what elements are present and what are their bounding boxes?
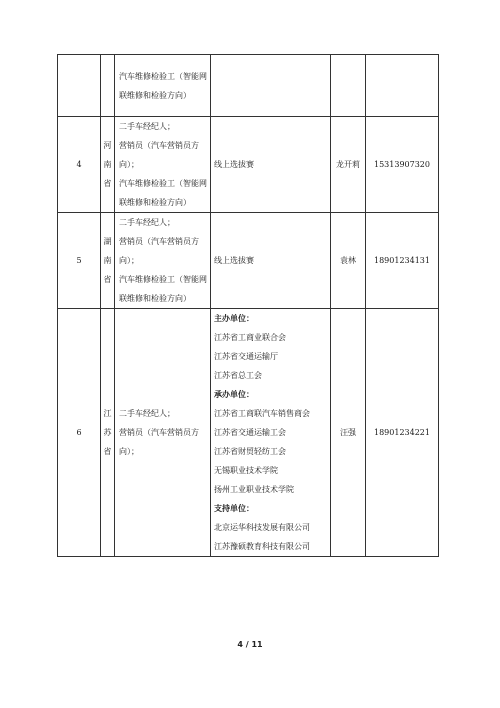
organizer-line: 线上选拔赛	[214, 256, 254, 265]
contact-cell	[331, 309, 366, 557]
occupation-line: 二手车经纪人；	[119, 218, 175, 227]
table-row	[58, 55, 439, 117]
organizer-line: 江苏省工商业联合会	[214, 333, 286, 342]
competition-table	[57, 54, 439, 557]
phone-cell	[366, 117, 439, 213]
organizer-line: 江苏省总工会	[214, 371, 262, 380]
occupation-line: 二手车经纪人；	[119, 122, 175, 131]
organizer-line: 江苏豫硕教育科技有限公司	[214, 542, 310, 551]
province-char: 苏	[103, 428, 112, 437]
occupation-cell	[115, 55, 211, 117]
contact-cell	[331, 117, 366, 213]
province-char: 省	[103, 179, 112, 188]
occupation-line: 联维修和检验方向）	[119, 198, 191, 207]
province-cell	[101, 117, 115, 213]
organizer-line: 扬州工业职业技术学院	[214, 485, 294, 494]
table-row	[58, 213, 439, 309]
contact-name: 汪强	[340, 428, 356, 437]
occupation-line: 联维修和检验方向）	[119, 294, 191, 303]
page-number: 4 / 11	[237, 640, 263, 649]
table-row	[58, 309, 439, 557]
row-number: 5	[76, 256, 82, 265]
row-number: 6	[76, 428, 82, 437]
organizer-line: 江苏省交通运输厅	[214, 352, 278, 361]
province-char: 河	[103, 141, 112, 150]
organizer-line: 线上选拔赛	[214, 160, 254, 169]
occupation-line: 汽车维修检验工（智能网	[119, 275, 207, 284]
row-number-cell	[58, 309, 101, 557]
occupation-line: 营销员（汽车营销员方	[119, 141, 199, 150]
occupation-line: 汽车维修检验工（智能网	[119, 179, 207, 188]
table-body	[58, 55, 439, 557]
occupation-line: 向）；	[119, 160, 139, 169]
occupation-line: 联维修和检验方向）	[119, 90, 191, 100]
occupation-cell	[115, 309, 211, 557]
organizer-heading: 支持单位：	[214, 503, 254, 513]
province-char: 江	[103, 409, 112, 418]
occupation-line: 向）；	[119, 447, 139, 456]
organizer-cell	[211, 117, 331, 213]
row-number-cell	[58, 213, 101, 309]
contact-name: 龙开莉	[336, 160, 360, 169]
phone-cell	[366, 213, 439, 309]
province-char: 省	[103, 447, 112, 456]
province-char: 湖	[103, 237, 112, 246]
organizer-heading: 主办单位：	[214, 313, 254, 323]
province-char: 省	[103, 275, 112, 284]
province-char: 南	[103, 256, 112, 265]
occupation-line: 汽车维修检验工（智能网	[119, 71, 207, 81]
province-cell	[101, 55, 115, 117]
row-number: 4	[76, 160, 82, 169]
organizer-line: 江苏省财贸轻纺工会	[214, 447, 286, 456]
organizer-line: 江苏省交通运输工会	[214, 428, 286, 437]
organizer-line: 北京运华科技发展有限公司	[214, 523, 310, 532]
occupation-cell	[115, 117, 211, 213]
organizer-cell	[211, 309, 331, 557]
occupation-line: 向）；	[119, 256, 139, 265]
row-number-cell	[58, 55, 101, 117]
contact-name: 袁林	[340, 256, 356, 265]
organizer-line: 无锡职业技术学院	[214, 466, 278, 475]
phone-cell	[366, 55, 439, 117]
occupation-line: 营销员（汽车营销员方	[119, 428, 199, 437]
province-char: 南	[103, 160, 112, 169]
organizer-cell	[211, 213, 331, 309]
occupation-line: 二手车经纪人；	[119, 409, 175, 418]
occupation-line: 营销员（汽车营销员方	[119, 237, 199, 246]
phone-number: 18901234221	[374, 428, 430, 437]
province-cell	[101, 213, 115, 309]
occupation-cell	[115, 213, 211, 309]
province-cell	[101, 309, 115, 557]
organizer-heading: 承办单位：	[214, 389, 254, 399]
table-row	[58, 117, 439, 213]
phone-number: 18901234131	[374, 256, 430, 265]
phone-cell	[366, 309, 439, 557]
contact-cell	[331, 213, 366, 309]
contact-cell	[331, 55, 366, 117]
organizer-line: 江苏省工商联汽车销售商会	[214, 409, 310, 418]
row-number-cell	[58, 117, 101, 213]
organizer-cell	[211, 55, 331, 117]
phone-number: 15313907320	[374, 160, 430, 169]
